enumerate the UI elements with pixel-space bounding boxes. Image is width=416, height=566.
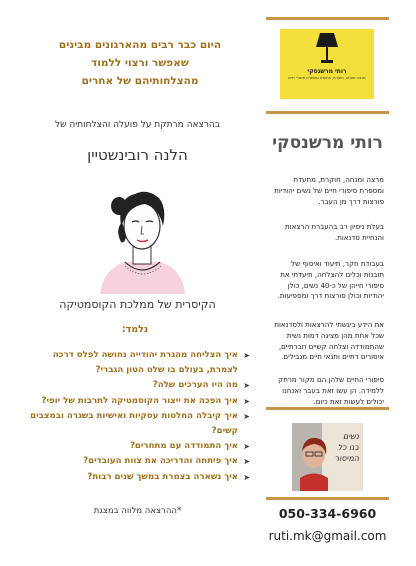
list-item: ➤ איך הצליחה מהגרת יהודייה נחושה לפלס דרכה לצמרת, בעולם בו שלט הטון הגברי?	[52, 350, 250, 376]
headline-line: מהצלחותיהם של אחרים	[81, 75, 199, 87]
arrow-pointer-icon: ➤	[243, 457, 250, 467]
list-item: ➤ מה היו הערכים שלה?	[20, 378, 250, 393]
logo-divider	[266, 111, 389, 114]
presenter-photo	[292, 423, 363, 491]
logo-name: רותי מרשנסקי	[307, 68, 347, 75]
learning-points	[20, 348, 250, 485]
photo-divider	[266, 497, 389, 500]
learn-heading: נלמד:	[121, 324, 149, 335]
lamp-icon	[314, 32, 340, 66]
bio-paragraph: בעבודת חקר, תיעוד ואיסוף של תובנות וכלים להצלחה, תיעדתי את סיפורי חייהן של כ-40 נשים, כולן יהודיות וכולן פורצות דרך ומספיעות.	[277, 259, 384, 301]
bio-paragraph: את הידע ביגשתי להרצאות ולסדנאות שכל אחת מהן מציגה דמות נשית שהתמודדה וצלחה קשיים חברתיים, איסורים דתיים ותנאי חיים מגבילים.	[274, 320, 384, 362]
presentation-footnote: *ההרצאה מלווה במצגת	[93, 506, 182, 516]
phone-number[interactable]: 050-334-6960	[278, 506, 377, 521]
arrow-pointer-icon: ➤	[243, 396, 250, 406]
helena-portrait-illustration	[95, 174, 190, 294]
lecture-intro: בהרצאה מרתקת על פועלה והצלחותיה של	[55, 120, 220, 130]
bio-paragraph: מרצה ומנחה, חוקרת, מתעדת ומספרת סיפורי חיים של נשים יהודיות פורצות דרך מן העבר.	[274, 175, 384, 206]
top-divider	[266, 17, 389, 20]
subject-name: הלנה רובינשטיין	[87, 146, 188, 164]
list-item: ➤ איך קיבלה החלטות עסקיות ואישיות בשגרה ובמצבים קשים?	[30, 410, 250, 437]
bio-paragraph: סיפורי החיים שלהן הם מקור מרתק ללמידה. הן עשו זאת בעבר ואנחנו יכולים לעשות זאת כיום.	[278, 375, 384, 406]
list-item: ➤ איך התמודדה עם מתחרים?	[20, 439, 250, 454]
photo-handwriting: נשים בנו כל המיסור	[334, 432, 359, 463]
headline-line: היום כבר רבים מהארגונים מבינים	[58, 39, 222, 51]
list-item: ➤ איך פיתחה והדריכה את צוות העובדים?	[20, 454, 250, 469]
logo-tagline: מרצה ומנחה, חוקרת, מתעדת ומספרת סיפורי חיים	[288, 76, 366, 80]
arrow-pointer-icon: ➤	[243, 381, 250, 391]
list-item: ➤ איך הפכה את ייצור הקוסמטיקה לתרבות של יופי?	[20, 394, 250, 409]
arrow-pointer-icon: ➤	[243, 442, 250, 452]
arrow-pointer-icon: ➤	[243, 472, 250, 482]
arrow-pointer-icon: ➤	[243, 411, 250, 421]
presenter-name: רותי מרשנסקי	[272, 133, 383, 153]
bio-divider	[266, 407, 389, 410]
lecture-details	[20, 36, 260, 546]
headline-line: שאפשר ורצוי ללמוד	[91, 57, 189, 69]
arrow-pointer-icon: ➤	[243, 351, 250, 360]
bio-paragraph: בעלת ניסיון רב בהעברת הרצאות והנחיית סדנאות.	[285, 222, 384, 242]
list-item: ➤ איך נשארה בצמרת במשך שנים רבות?	[20, 470, 250, 485]
subject-title: הקיסרית של ממלכת הקוסמטיקה	[59, 298, 216, 311]
profile-sidebar	[266, 17, 389, 547]
logo	[280, 29, 374, 99]
email-address[interactable]: ruti.mk@gmail.com	[268, 529, 387, 543]
